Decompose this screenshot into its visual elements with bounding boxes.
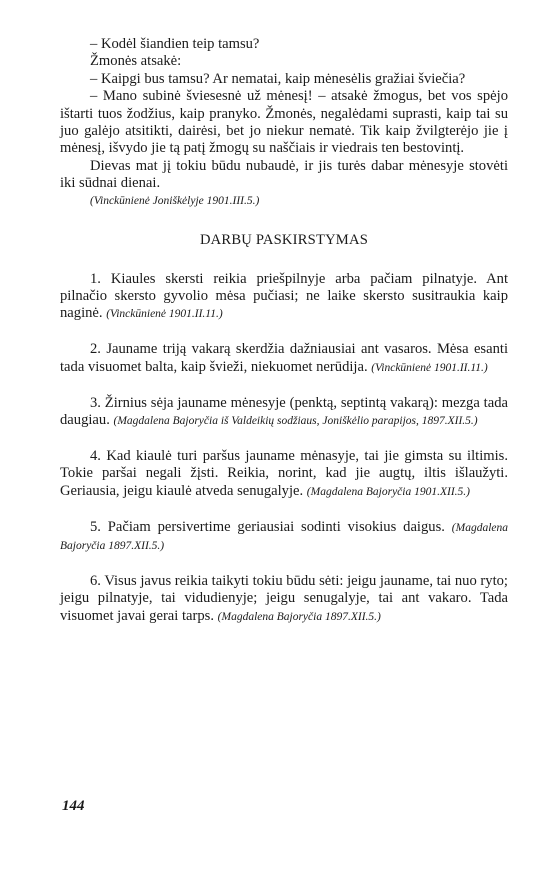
entry-source: (Magdalena Bajoryčia 1901.XII.5.)	[306, 485, 470, 498]
entry-source: (Magdalena Bajoryčia 1897.XII.5.)	[217, 610, 381, 623]
entry-5	[60, 519, 508, 556]
entry-source: (Vinckūnienė 1901.II.11.)	[371, 361, 488, 374]
entry-source: (Magdalena Bajoryčia 1897.XII.5.)	[60, 521, 508, 553]
entry-4	[60, 448, 508, 501]
entry-text: 3. Žirnius sėja jauname mėnesyje (penktą, septintą vakarą): mezga tada daugiau. (Magdalena Bajoryčia iš Valdeikių sodžiaus, Joniškėlio parapijos, 1897.XII.5.)	[60, 394, 508, 429]
intro-source: (Vinckūnienė Joniškėlyje 1901.III.5.)	[90, 194, 260, 207]
dialogue-line: Dievas mat jį tokiu būdu nubaudė, ir jis turės dabar mėnesyje stovėti iki sūdnai dienai.	[60, 157, 508, 192]
text-column	[60, 36, 508, 644]
entry-6	[60, 573, 508, 626]
dialogue-line: – Kodėl šiandien teip tamsu?	[90, 36, 260, 52]
entry-1	[60, 271, 508, 324]
entry-source: (Magdalena Bajoryčia iš Valdeikių sodžiaus, Joniškėlio parapijos, 1897.XII.5.)	[113, 415, 478, 428]
entry-text: 4. Kad kiaulė turi paršus jauname mėnasyje, tai jie gimsta su iltimis. Tokie paršai negali žįsti. Reikia, norint, kad jie augtų, iltis išlaužyti. Geriausia, jeigu kiaulė atveda senugalyje. (Magdalena Bajoryčia 1901.XII.5.)	[60, 448, 508, 499]
section-heading: DARBŲ PASKIRSTYMAS	[199, 231, 369, 248]
dialogue-line: – Kaipgi bus tamsu? Ar nematai, kaip mėnesėlis gražiai šviečia?	[90, 70, 466, 87]
entry-source: (Vinckūnienė 1901.II.11.)	[106, 308, 223, 321]
entry-3	[60, 395, 508, 431]
entry-text: 2. Jauname triją vakarą skerdžia dažniausiai ant vasaros. Mėsa esanti tada visuomet balta, kaip švieži, niekuomet nerūdija. (Vinckūnienė 1901.II.11.)	[60, 341, 508, 375]
page-number: 144	[62, 798, 85, 814]
dialogue-line: – Mano subinė šviesesnė už mėnesį! – atsakė žmogus, bet vos spėjo ištarti tuos žodžius, kaip pranyko. Žmonės, negalėdami suprasti, kaip tai su juo galėjo atsitikti, dairėsi, bet jo niekur nematė. Tik kaip žvilgterėjo jie į mėnesį, išvydo jie tą patį žmogų su naščiais ir viedrais ten bestovintį.	[60, 88, 508, 157]
dialogue-line: Žmonės atsakė:	[90, 53, 182, 70]
entry-text: 5. Pačiam persivertime geriausiai sodinti visokius daigus. (Magdalena Bajoryčia 1897.XII.5.)	[60, 518, 508, 553]
entry-text: 6. Visus javus reikia taikyti tokiu būdu sėti: jeigu jauname, tai nuo ryto; jeigu pilnatyje, tai vidudienyje; jeigu senugalyje, tai ant vakaro. Tada visuomet javai gerai tarps. (Magdalena Bajoryčia 1897.XII.5.)	[60, 573, 508, 624]
entry-2	[60, 341, 508, 377]
entry-text: 1. Kiaules skersti reikia priešpilnyje arba pačiam pilnatyje. Ant pilnačio skersto gyvolio mėsa pučiasi; ne laike skersto susitraukia kaip naginė. (Vinckūnienė 1901.II.11.)	[60, 270, 508, 322]
